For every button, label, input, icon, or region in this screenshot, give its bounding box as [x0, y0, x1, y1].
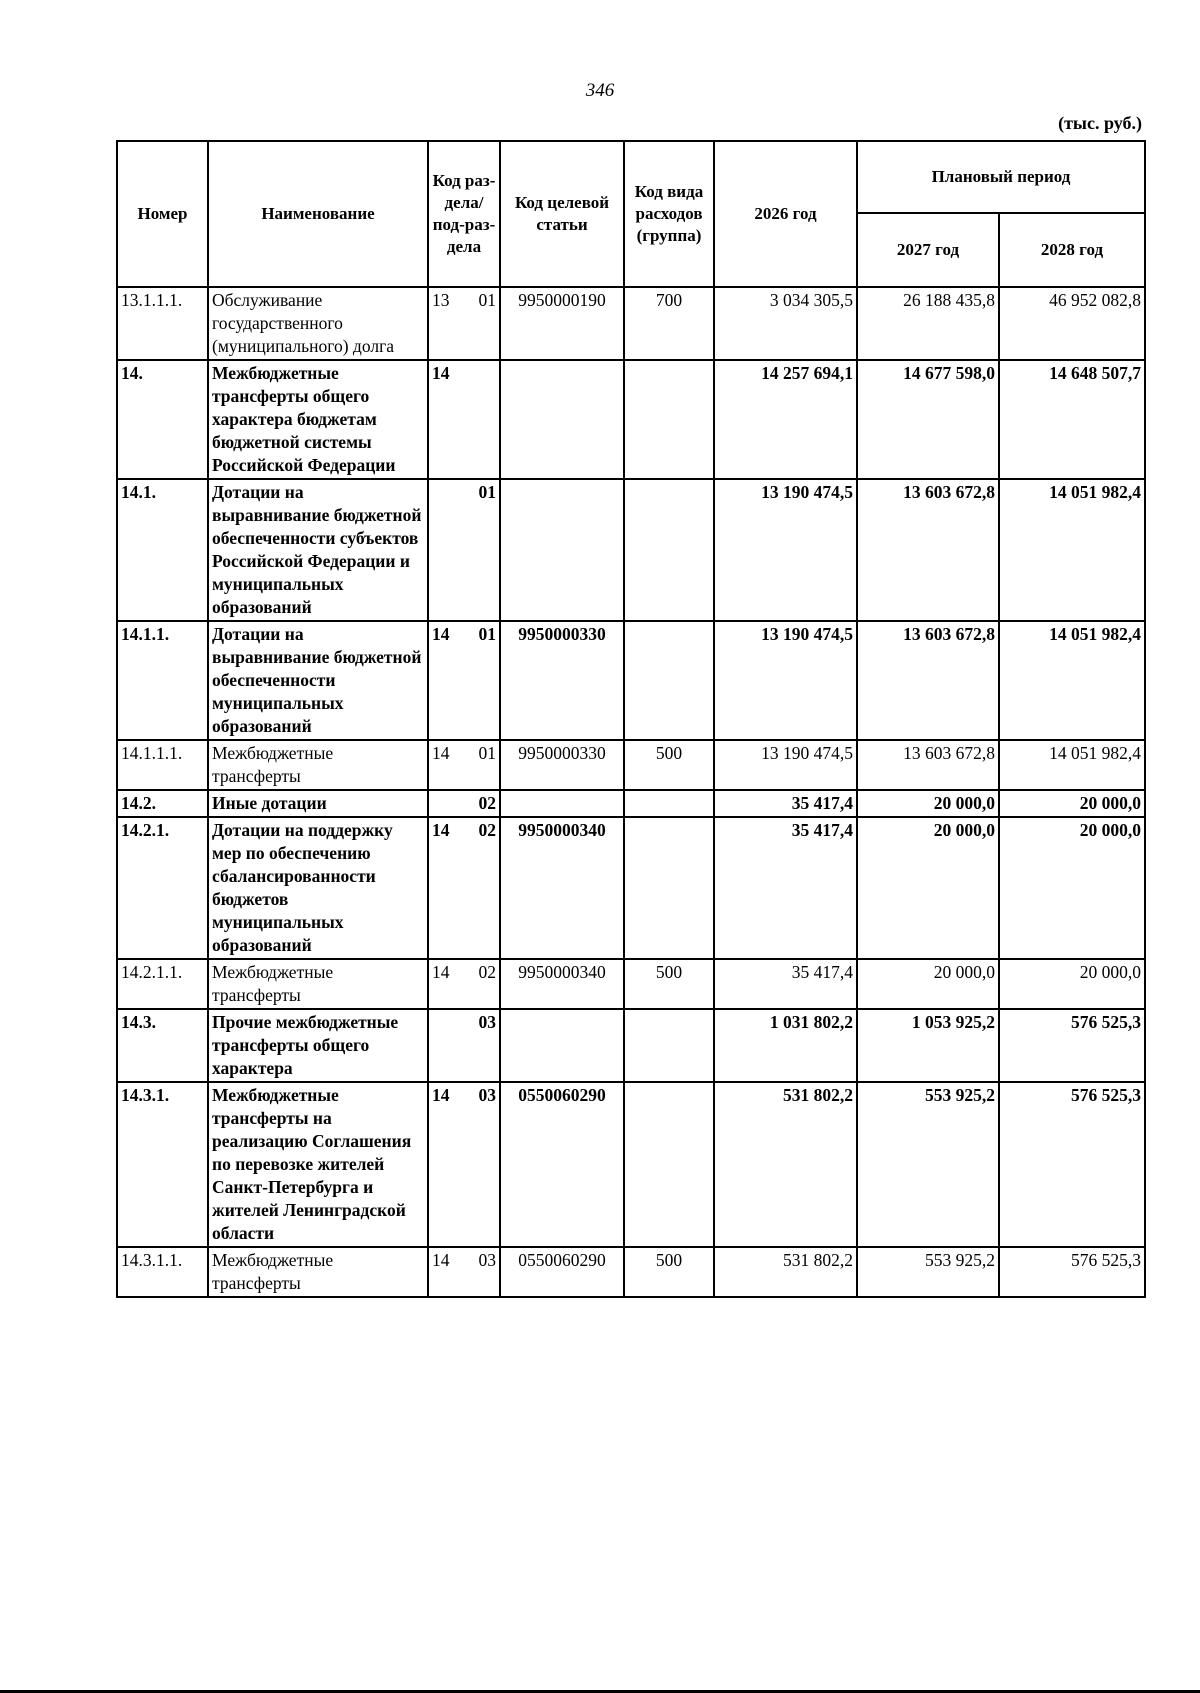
cell-name: Межбюджетные трансферты на реализацию Соглашения по перевозке жителей Санкт-Петербурга и жителей Ленинградской области — [208, 1082, 428, 1247]
section-code: 14 — [432, 962, 450, 982]
cell-name: Дотации на поддержку мер по обеспечению сбалансированности бюджетов муниципальных образований — [208, 817, 428, 959]
cell-target-code: 9950000340 — [500, 959, 624, 1009]
budget-table — [116, 140, 1146, 1298]
cell-year-2027: 13 603 672,8 — [857, 621, 999, 740]
cell-year-2028: 576 525,3 — [999, 1009, 1145, 1082]
table-row — [117, 621, 1145, 740]
cell-expense-type — [624, 817, 714, 959]
cell-year-2026: 13 190 474,5 — [714, 740, 857, 790]
cell-target-code: 9950000190 — [500, 287, 624, 360]
cell-year-2028: 576 525,3 — [999, 1082, 1145, 1247]
cell-expense-type: 700 — [624, 287, 714, 360]
cell-year-2028: 14 051 982,4 — [999, 479, 1145, 621]
table-row — [117, 1247, 1145, 1297]
cell-expense-type — [624, 621, 714, 740]
cell-year-2026: 531 802,2 — [714, 1082, 857, 1247]
cell-number: 14.1. — [117, 479, 208, 621]
cell-year-2028: 20 000,0 — [999, 790, 1145, 817]
section-code: 14 — [432, 1250, 450, 1270]
cell-number: 14. — [117, 360, 208, 479]
cell-name: Дотации на выравнивание бюджетной обеспеченности субъектов Российской Федерации и муниципальных образований — [208, 479, 428, 621]
cell-year-2028: 46 952 082,8 — [999, 287, 1145, 360]
header-year-2028: 2028 год — [999, 213, 1145, 287]
cell-number: 14.1.1. — [117, 621, 208, 740]
subsection-code: 01 — [478, 624, 496, 644]
cell-number: 14.3. — [117, 1009, 208, 1082]
cell-expense-type — [624, 360, 714, 479]
subsection-code: 03 — [478, 1250, 496, 1270]
cell-year-2026: 13 190 474,5 — [714, 621, 857, 740]
cell-year-2026: 531 802,2 — [714, 1247, 857, 1297]
subsection-code: 03 — [478, 1085, 496, 1105]
header-section-code: Код раз-дела/ под-раз-дела — [428, 141, 500, 287]
cell-target-code: 9950000330 — [500, 621, 624, 740]
cell-section-code — [428, 1247, 500, 1297]
cell-year-2027: 20 000,0 — [857, 790, 999, 817]
cell-name: Иные дотации — [208, 790, 428, 817]
section-code: 14 — [432, 624, 450, 644]
table-row — [117, 1009, 1145, 1082]
cell-number: 13.1.1.1. — [117, 287, 208, 360]
cell-name: Прочие межбюджетные трансферты общего характера — [208, 1009, 428, 1082]
cell-year-2026: 35 417,4 — [714, 959, 857, 1009]
cell-target-code: 0550060290 — [500, 1082, 624, 1247]
table-header — [117, 141, 1145, 287]
cell-section-code — [428, 1082, 500, 1247]
section-code: 13 — [432, 290, 450, 310]
cell-target-code — [500, 360, 624, 479]
header-name: Наименование — [208, 141, 428, 287]
header-target-code: Код целевой статьи — [500, 141, 624, 287]
cell-number: 14.1.1.1. — [117, 740, 208, 790]
cell-year-2026: 14 257 694,1 — [714, 360, 857, 479]
header-planning-period: Плановый период — [857, 141, 1145, 213]
section-code: 14 — [432, 1085, 450, 1105]
cell-year-2026: 35 417,4 — [714, 790, 857, 817]
cell-name: Межбюджетные трансферты — [208, 1247, 428, 1297]
cell-year-2026: 3 034 305,5 — [714, 287, 857, 360]
cell-expense-type — [624, 790, 714, 817]
cell-target-code — [500, 790, 624, 817]
cell-expense-type: 500 — [624, 740, 714, 790]
cell-year-2027: 14 677 598,0 — [857, 360, 999, 479]
cell-number: 14.2. — [117, 790, 208, 817]
section-code: 14 — [432, 363, 450, 383]
cell-year-2028: 14 051 982,4 — [999, 621, 1145, 740]
units-label: (тыс. руб.) — [1058, 113, 1142, 133]
cell-year-2026: 1 031 802,2 — [714, 1009, 857, 1082]
subsection-code: 02 — [478, 962, 496, 982]
subsection-code: 02 — [478, 793, 496, 813]
cell-number: 14.3.1. — [117, 1082, 208, 1247]
cell-year-2027: 13 603 672,8 — [857, 740, 999, 790]
cell-number: 14.2.1. — [117, 817, 208, 959]
cell-year-2026: 35 417,4 — [714, 817, 857, 959]
cell-section-code — [428, 790, 500, 817]
cell-expense-type: 500 — [624, 959, 714, 1009]
cell-year-2027: 1 053 925,2 — [857, 1009, 999, 1082]
table-row — [117, 790, 1145, 817]
table-row — [117, 959, 1145, 1009]
cell-year-2027: 20 000,0 — [857, 817, 999, 959]
cell-target-code — [500, 1009, 624, 1082]
cell-year-2028: 14 051 982,4 — [999, 740, 1145, 790]
cell-section-code — [428, 479, 500, 621]
cell-name: Обслуживание государственного (муниципального) долга — [208, 287, 428, 360]
header-number: Номер — [117, 141, 208, 287]
header-year-2027: 2027 год — [857, 213, 999, 287]
cell-number: 14.3.1.1. — [117, 1247, 208, 1297]
section-code: 14 — [432, 820, 450, 840]
table-row — [117, 287, 1145, 360]
table-row — [117, 479, 1145, 621]
table-body — [117, 287, 1145, 1297]
table-row — [117, 740, 1145, 790]
cell-year-2028: 576 525,3 — [999, 1247, 1145, 1297]
cell-target-code: 9950000340 — [500, 817, 624, 959]
cell-expense-type: 500 — [624, 1247, 714, 1297]
cell-year-2028: 14 648 507,7 — [999, 360, 1145, 479]
header-year-2026: 2026 год — [714, 141, 857, 287]
page-number: 346 — [585, 80, 615, 101]
cell-section-code — [428, 817, 500, 959]
cell-section-code — [428, 360, 500, 479]
cell-target-code: 0550060290 — [500, 1247, 624, 1297]
cell-expense-type — [624, 479, 714, 621]
section-code: 14 — [432, 743, 450, 763]
subsection-code: 01 — [478, 290, 496, 310]
cell-section-code — [428, 287, 500, 360]
cell-year-2027: 20 000,0 — [857, 959, 999, 1009]
cell-number: 14.2.1.1. — [117, 959, 208, 1009]
subsection-code: 01 — [478, 482, 496, 502]
cell-year-2027: 13 603 672,8 — [857, 479, 999, 621]
cell-section-code — [428, 740, 500, 790]
cell-name: Межбюджетные трансферты — [208, 959, 428, 1009]
cell-name: Дотации на выравнивание бюджетной обеспеченности муниципальных образований — [208, 621, 428, 740]
cell-target-code: 9950000330 — [500, 740, 624, 790]
subsection-code: 01 — [478, 743, 496, 763]
cell-section-code — [428, 621, 500, 740]
cell-section-code — [428, 1009, 500, 1082]
subsection-code: 03 — [478, 1012, 496, 1032]
table-row — [117, 1082, 1145, 1247]
header-expense-type: Код вида расходов (группа) — [624, 141, 714, 287]
cell-expense-type — [624, 1009, 714, 1082]
cell-target-code — [500, 479, 624, 621]
subsection-code: 02 — [478, 820, 496, 840]
table-row — [117, 817, 1145, 959]
cell-year-2026: 13 190 474,5 — [714, 479, 857, 621]
cell-year-2028: 20 000,0 — [999, 959, 1145, 1009]
table-row — [117, 360, 1145, 479]
cell-expense-type — [624, 1082, 714, 1247]
cell-year-2027: 26 188 435,8 — [857, 287, 999, 360]
cell-section-code — [428, 959, 500, 1009]
cell-year-2027: 553 925,2 — [857, 1247, 999, 1297]
cell-name: Межбюджетные трансферты общего характера бюджетам бюджетной системы Российской Федерации — [208, 360, 428, 479]
cell-name: Межбюджетные трансферты — [208, 740, 428, 790]
cell-year-2028: 20 000,0 — [999, 817, 1145, 959]
cell-year-2027: 553 925,2 — [857, 1082, 999, 1247]
